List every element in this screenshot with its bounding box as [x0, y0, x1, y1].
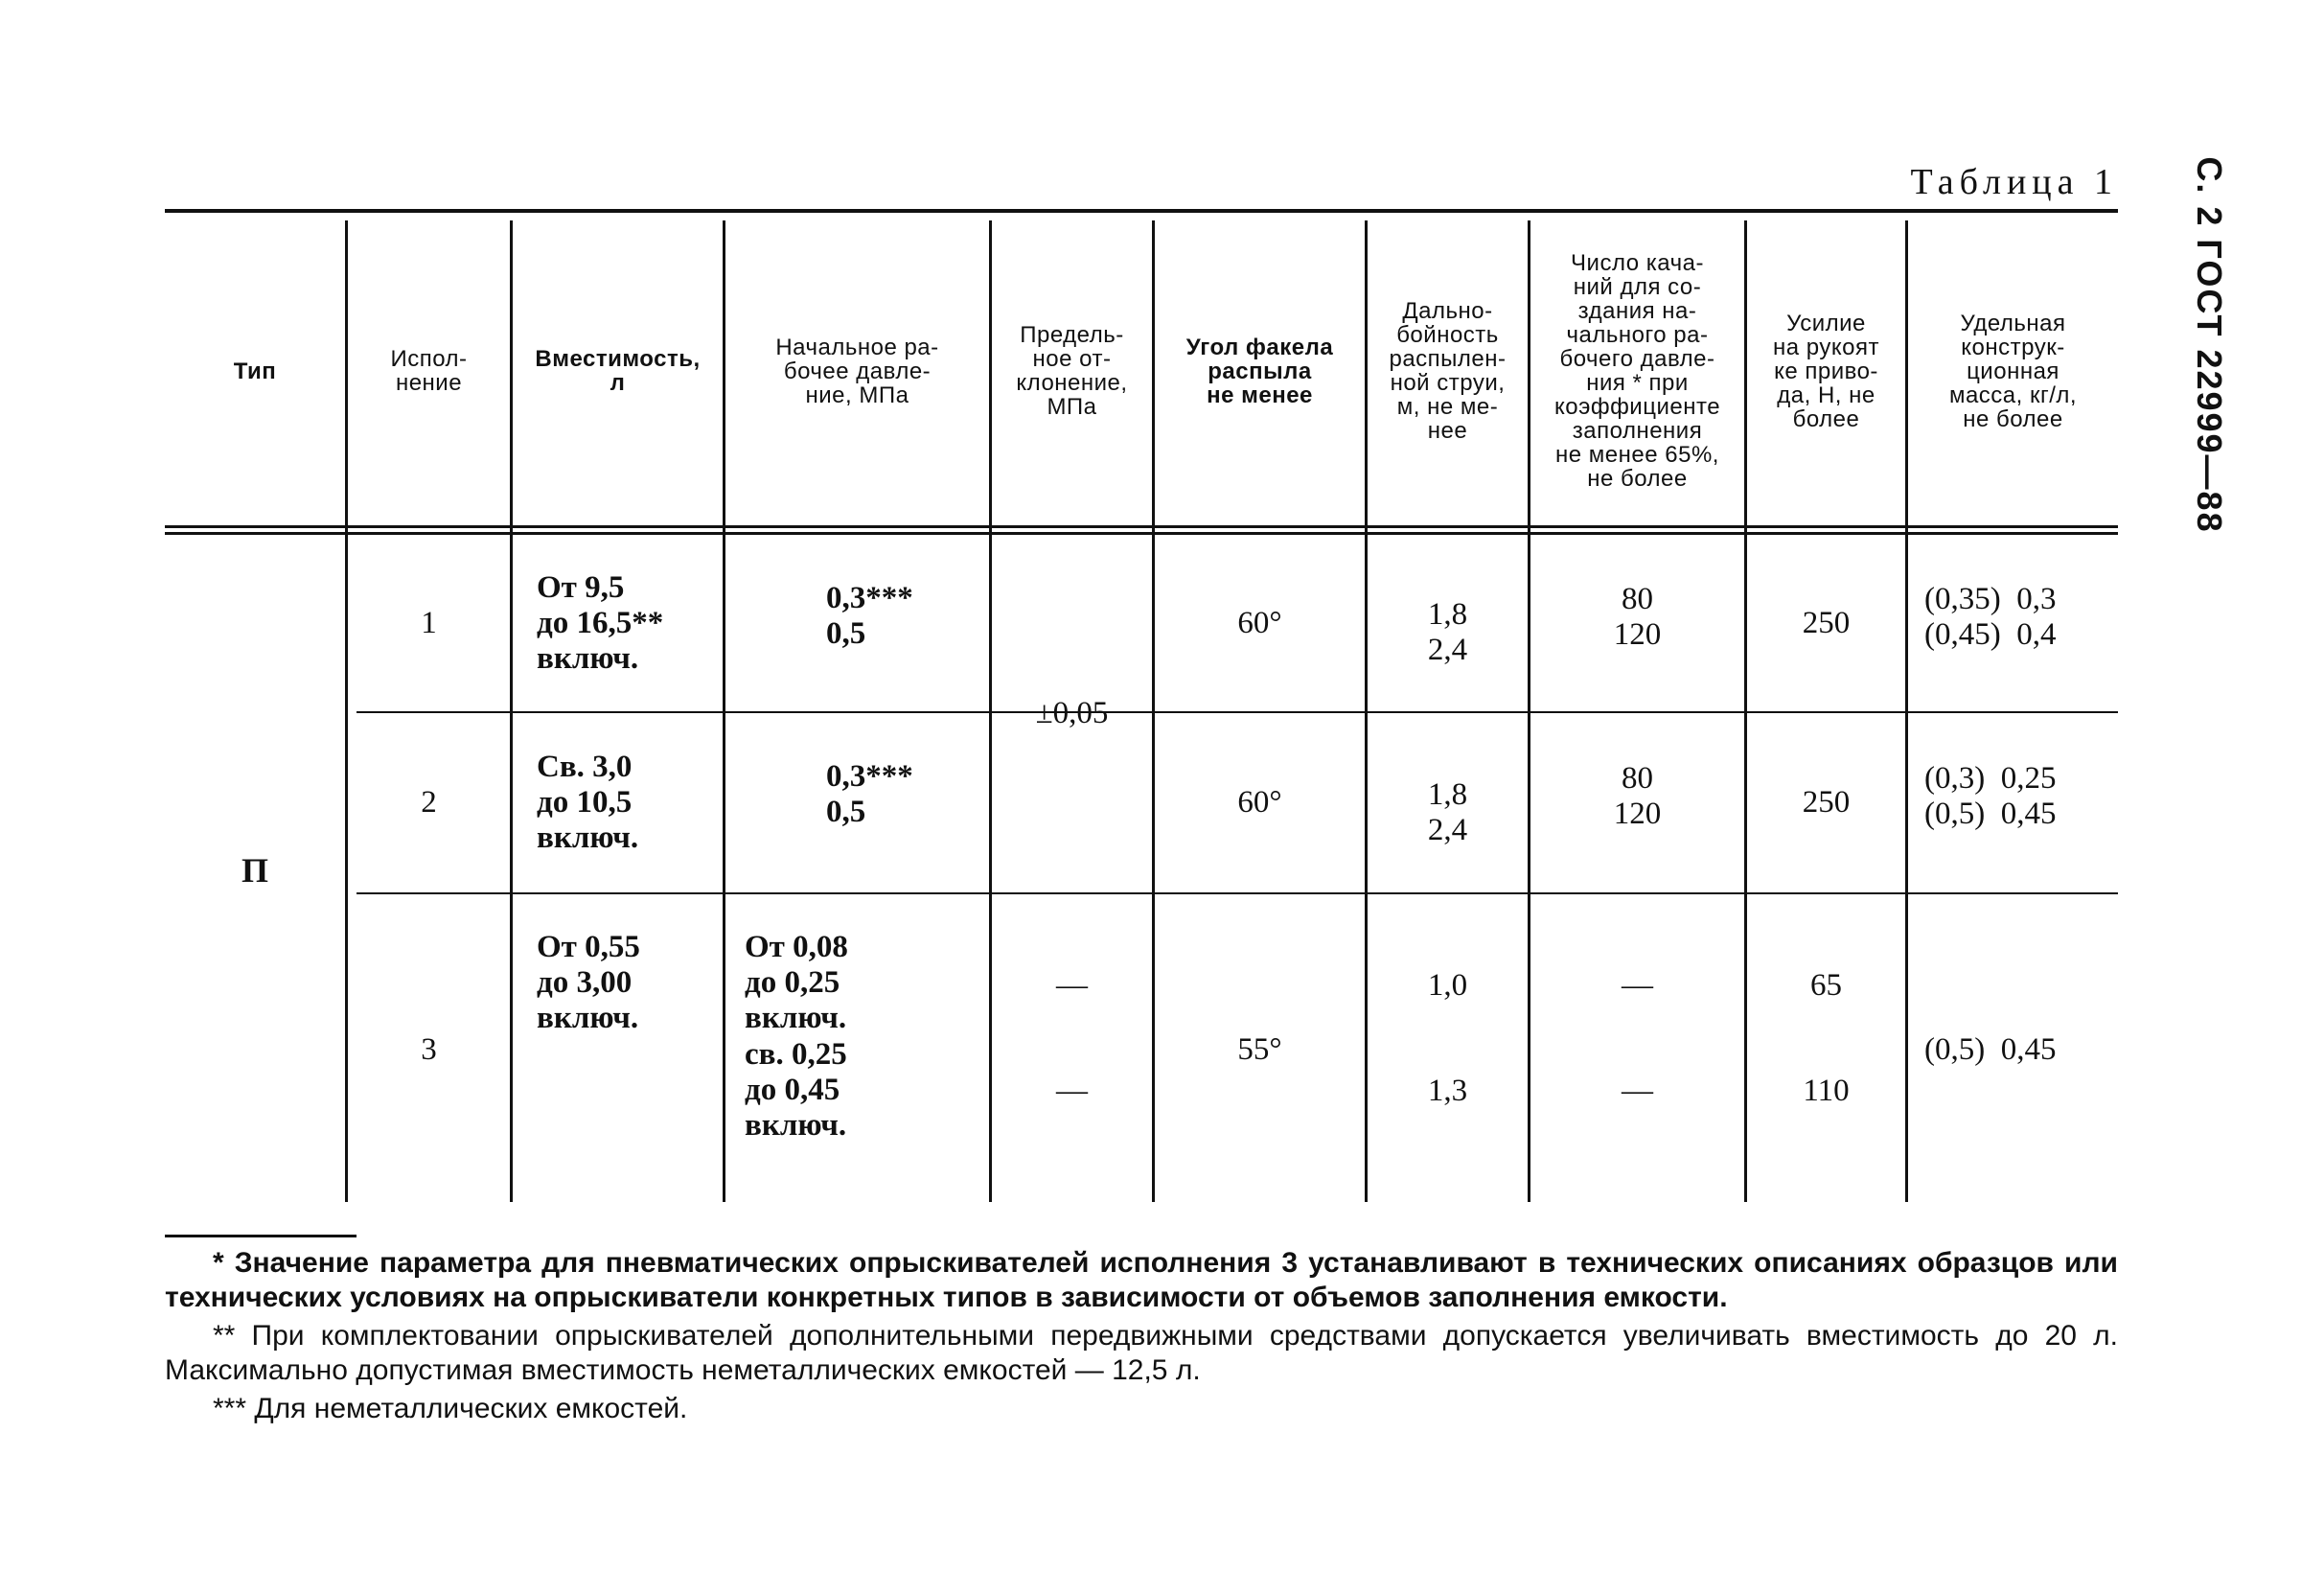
- row3-force-b: 110: [1803, 1073, 1850, 1108]
- row2-mass: (0,3) 0,25 (0,5) 0,45: [1924, 761, 2057, 831]
- table-top-rule: [165, 209, 2118, 213]
- table-caption: Таблица 1: [1910, 162, 2118, 202]
- gost-page-reference: С. 2 ГОСТ 22999—88: [2190, 156, 2229, 534]
- row1-mass: (0,35) 0,3 (0,45) 0,4: [1924, 582, 2057, 652]
- header-mass: Удельная конструк- ционная масса, кг/л, не более: [1948, 310, 2078, 432]
- row3-range-b: 1,3: [1427, 1073, 1468, 1108]
- row1-range: 1,8 2,4: [1427, 597, 1468, 667]
- row3-deviation-a: —: [1056, 967, 1088, 1003]
- row2-capacity: Св. 3,0 до 10,5 включ.: [537, 750, 639, 855]
- type-value: П: [241, 850, 268, 890]
- row3-pressure-b: св. 0,25 до 0,45 включ.: [745, 1037, 847, 1143]
- row3-force-a: 65: [1810, 967, 1842, 1003]
- header-force: Усилие на рукоят ке приво- да, Н, не более: [1773, 310, 1879, 432]
- footnotes: [165, 1246, 2118, 1430]
- row2-force: 250: [1802, 785, 1851, 820]
- row3-deviation-b: —: [1056, 1073, 1088, 1108]
- document-side-header: [2180, 156, 2238, 534]
- row1-pressure: 0,3*** 0,5: [826, 581, 913, 651]
- header-variant: Испол- нение: [390, 346, 468, 396]
- header-capacity: Вместимость, л: [535, 346, 701, 396]
- deviation-value: ±0,05: [1035, 695, 1109, 730]
- row1-strokes: 80 120: [1613, 582, 1662, 652]
- header-pressure: Начальное ра- бочее давле- ние, МПа: [775, 334, 939, 408]
- row2-angle: 60°: [1237, 785, 1282, 820]
- footnote-2: ** При комплектовании опрыскивателей дополнительными передвижными средствами допускается увеличивать вместимость до 20 л. Максимально допустимая вместимость неметаллических емкостей — 12,5 л.: [165, 1320, 2118, 1386]
- row1-force: 250: [1802, 605, 1851, 640]
- footnote-rule: [165, 1235, 357, 1237]
- header-strokes: Число кача- ний для со- здания на- чального ра- бочего давле- ния * при коэффициенте заполнения не менее 65%, не более: [1553, 250, 1721, 492]
- footnote-3: *** Для неметаллических емкостей.: [213, 1393, 688, 1424]
- footnote-1: * Значение параметра для пневматических опрыскивателей исполнения 3 устанавливают в технических описаниях образцов или технических условиях на опрыскиватели конкретных типов в зависимости от объемов заполнения емкости.: [165, 1247, 2118, 1313]
- row1-capacity: От 9,5 до 16,5** включ.: [537, 569, 664, 676]
- row2-pressure: 0,3*** 0,5: [826, 759, 913, 829]
- row3-angle: 55°: [1237, 1032, 1282, 1067]
- row3-capacity: От 0,55 до 3,00 включ.: [537, 930, 640, 1035]
- header-type: Тип: [233, 358, 277, 384]
- spec-table: [165, 209, 2118, 1206]
- row2-range: 1,8 2,4: [1427, 776, 1468, 847]
- row3-variant: 3: [421, 1032, 437, 1067]
- row3-pressure-a: От 0,08 до 0,25 включ.: [745, 930, 848, 1035]
- row1-variant: 1: [421, 605, 437, 640]
- row3-strokes-a: —: [1622, 967, 1653, 1003]
- row3-strokes-b: —: [1622, 1073, 1653, 1108]
- header-rule-1: [165, 525, 2118, 528]
- header-angle: Угол факела распыла не менее: [1185, 334, 1334, 408]
- row3-mass: (0,5) 0,45: [1924, 1032, 2057, 1067]
- row2-strokes: 80 120: [1613, 761, 1662, 831]
- header-deviation: Предель- ное от- клонение, МПа: [1016, 322, 1128, 420]
- row2-variant: 2: [421, 785, 437, 820]
- row3-range-a: 1,0: [1427, 967, 1468, 1003]
- row1-angle: 60°: [1237, 605, 1282, 640]
- header-range: Дально- бойность распылен- ной струи, м, не ме- нее: [1389, 298, 1507, 444]
